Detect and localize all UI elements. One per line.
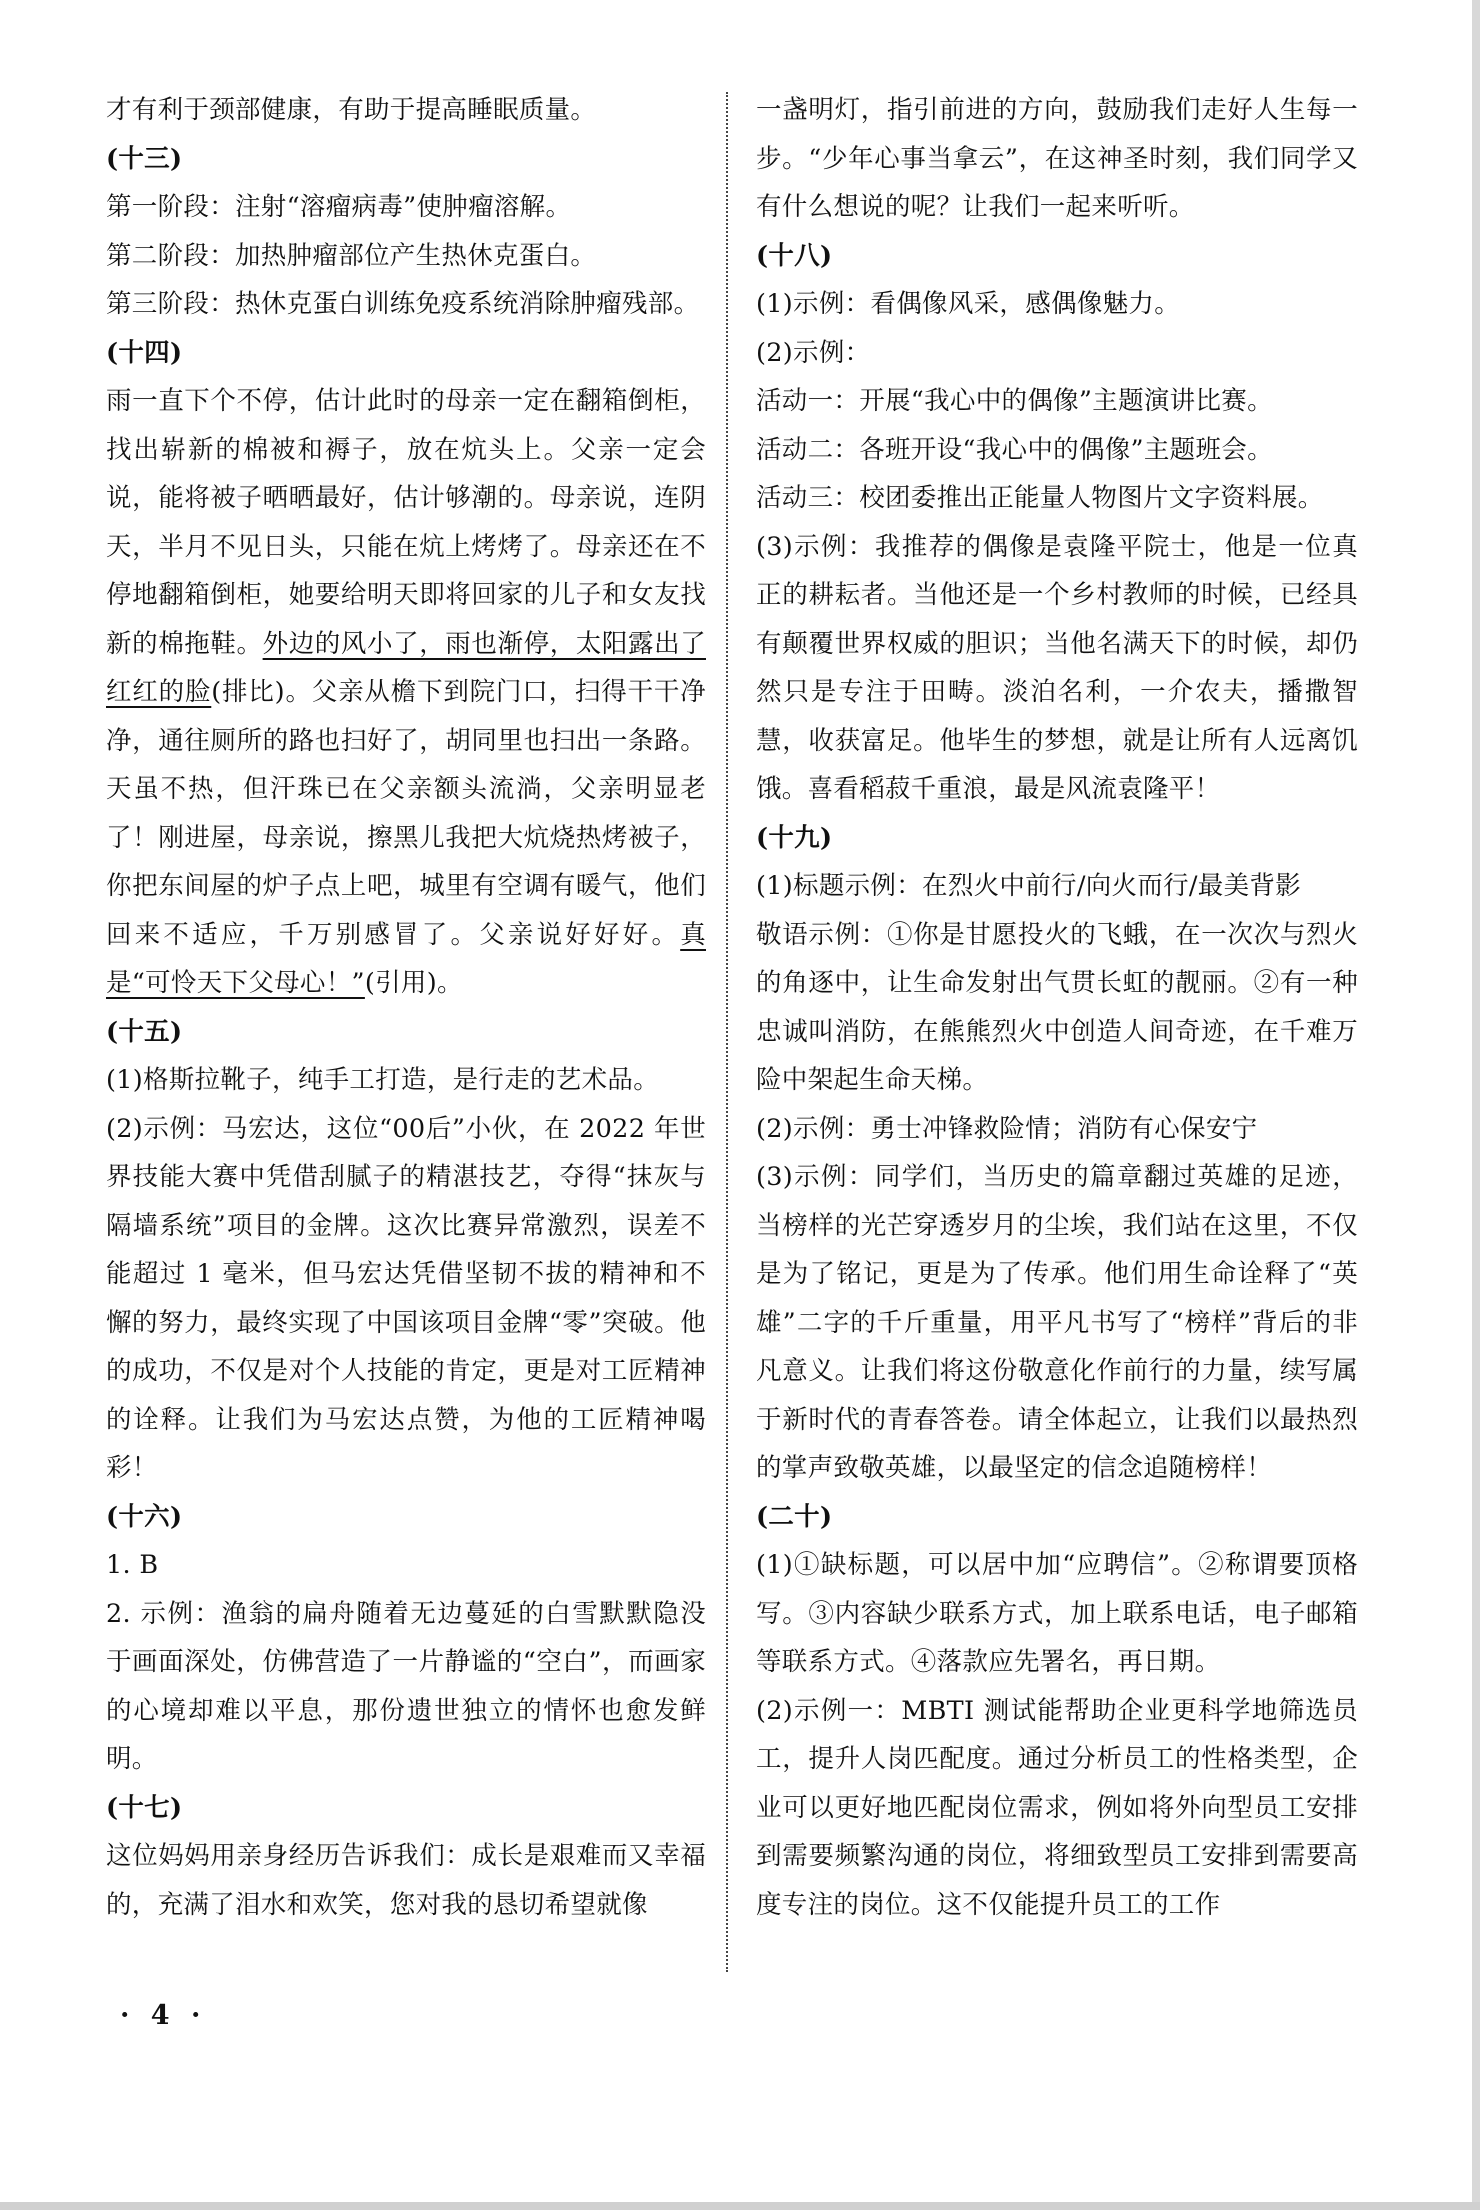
paragraph: (3)示例：同学们，当历史的篇章翻过英雄的足迹，当榜样的光芒穿透岁月的尘埃，我们站在这里，不仅是为了铭记，更是为了传承。他们用生命诠释了“英雄”二字的千斤重量，用平凡书写了“榜样”背后的非凡意义。让我们将这份敬意化作前行的力量，续写属于新时代的青春答卷。请全体起立，让我们以最热烈的掌声致敬英雄，以最坚定的信念追随榜样！ [756,1162,1358,1483]
paragraph: 1. B [106,1550,159,1580]
section-heading-14: (十四) [106,337,183,368]
paragraph: 活动三：校团委推出正能量人物图片文字资料展。 [756,483,1324,513]
paragraph: (3)示例：我推荐的偶像是袁隆平院士，他是一位真正的耕耘者。当他还是一个乡村教师的时候，已经具有颠覆世界权威的胆识；当他名满天下的时候，却仍然只是专注于田畴。淡泊名利，一介农夫，播撒智慧，收获富足。他毕生的梦想，就是让所有人远离饥饿。喜看稻菽千重浪，最是风流袁隆平！ [756,531,1358,804]
section-heading-15: (十五) [106,1016,183,1047]
paragraph: 一盏明灯，指引前进的方向，鼓励我们走好人生每一步。“少年心事当拿云”，在这神圣时刻，我们同学又有什么想说的呢？让我们一起来听听。 [756,95,1358,222]
section-heading-13: (十三) [106,143,183,174]
text-run: (引用)。 [364,968,463,998]
paragraph: 第一阶段：注射“溶瘤病毒”使肿瘤溶解。 [106,192,572,222]
paragraph: 敬语示例：①你是甘愿投火的飞蛾，在一次次与烈火的角逐中，让生命发射出气贯长虹的靓丽。②有一种忠诚叫消防，在熊熊烈火中创造人间奇迹，在千难万险中架起生命天梯。 [756,919,1358,1095]
text-run: 雨一直下个不停，估计此时的母亲一定在翻箱倒柜，找出崭新的棉被和褥子，放在炕头上。父亲一定会说，能将被子晒晒最好，估计够潮的。母亲说，连阴天，半月不见日头，只能在炕上烤烤了。母亲还在不停地翻箱倒柜，她要给明天即将回家的儿子和女友找新的棉拖鞋。 [106,386,706,659]
paragraph: (2)示例：勇士冲锋救险情；消防有心保安宁 [756,1113,1258,1144]
paragraph: (2)示例： [756,337,871,368]
paragraph: 第三阶段：热休克蛋白训练免疫系统消除肿瘤残部。 [106,289,700,319]
paragraph: (1)①缺标题，可以居中加“应聘信”。②称谓要顶格写。③内容缺少联系方式，加上联系电话，电子邮箱等联系方式。④落款应先署名，再日期。 [756,1550,1358,1677]
paragraph: 才有利于颈部健康，有助于提高睡眠质量。 [106,95,597,125]
paragraph: 这位妈妈用亲身经历告诉我们：成长是艰难而又幸福的，充满了泪水和欢笑，您对我的恳切希望就像 [106,1841,706,1920]
section-heading-18: (十八) [756,240,833,271]
paragraph: (2)示例一：MBTI 测试能帮助企业更科学地筛选员工，提升人岗匹配度。通过分析员工的性格类型，企业可以更好地匹配岗位需求，例如将外向型员工安排到需要频繁沟通的岗位，将细致型员工安排到需要高度专注的岗位。这不仅能提升员工的工作 [756,1695,1358,1920]
paragraph: (1)格斯拉靴子，纯手工打造，是行走的艺术品。 [106,1065,660,1095]
page-number: · 4 · [120,2000,207,2031]
scan-edge [0,2202,1480,2210]
paragraph: (1)示例：看偶像风采，感偶像魅力。 [756,289,1181,319]
text-run: (排比)。父亲从檐下到院门口，扫得干干净净，通往厕所的路也扫好了，胡同里也扫出一条路。天虽不热，但汗珠已在父亲额头流淌，父亲明显老了！刚进屋，母亲说，擦黑儿我把大炕烧热烤被子，你把东间屋的炉子点上吧，城里有空调有暖气，他们回来不适应，千万别感冒了。父亲说好好好。 [106,677,707,950]
paragraph-14 [106,377,706,1008]
paragraph: (1)标题示例：在烈火中前行/向火而行/最美背影 [756,871,1302,901]
paragraph: 2. 示例：渔翁的扁舟随着无边蔓延的白雪默默隐没于画面深处，仿佛营造了一片静谧的“空白”，而画家的心境却难以平息，那份遗世独立的情怀也愈发鲜明。 [106,1598,706,1774]
section-heading-20: (二十) [756,1501,833,1532]
right-column [756,86,1358,1929]
underlined-sentence: 外边的风小了，雨也渐停，太阳露出了红红的脸 [106,628,706,707]
section-heading-16: (十六) [106,1501,183,1532]
paragraph: 第二阶段：加热肿瘤部位产生热休克蛋白。 [106,240,597,271]
paragraph: (2)示例：马宏达，这位“00后”小伙，在 2022 年世界技能大赛中凭借刮腻子的精湛技艺，夺得“抹灰与隔墙系统”项目的金牌。这次比赛异常激烈，误差不能超过 1 毫米，但马宏达凭借坚韧不拔的精神和不懈的努力，最终实现了中国该项目金牌“零”突破。他的成功，不仅是对个人技能的肯定，更是对工匠精神的诠释。让我们为马宏达点赞，为他的工匠精神喝彩！ [106,1113,706,1483]
scan-edge [1472,0,1480,2210]
paragraph: 活动二：各班开设“我心中的偶像”主题班会。 [756,434,1273,465]
section-heading-19: (十九) [756,822,833,853]
left-column [106,86,706,1929]
section-heading-17: (十七) [106,1792,183,1823]
column-divider [726,92,728,1972]
underlined-sentence: 真是“可怜天下父母心！” [106,919,706,998]
paragraph: 活动一：开展“我心中的偶像”主题演讲比赛。 [756,386,1273,416]
